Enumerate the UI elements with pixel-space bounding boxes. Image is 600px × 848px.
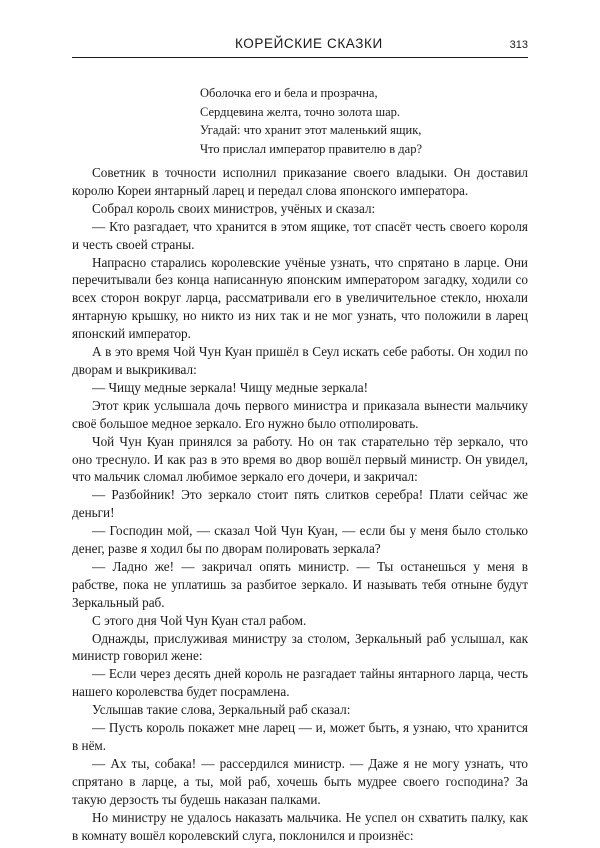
riddle-poem [200, 84, 422, 158]
poem-line: Оболочка его и бела и прозрачна, [200, 86, 378, 100]
poem-line: Сердцевина желта, точно золота шар. [200, 104, 401, 119]
poem-line: Угадай: что хранит этот маленький ящик, [200, 123, 422, 137]
paragraph: — Кто разгадает, что хранится в этом ящике, тот спасёт честь своего короля и честь своей страны. [72, 218, 528, 252]
paragraph: А в это время Чой Чун Куан пришёл в Сеул искать себе работы. Он ходил по дворам и выкрикивал: [72, 344, 528, 377]
story-text [72, 164, 528, 844]
paragraph: С этого дня Чой Чун Куан стал рабом. [92, 612, 307, 628]
paragraph: — Ладно же! — закричал опять министр. — Ты останешься у меня в рабстве, пока не уплатишь за разбитое зеркало. И называть тебя отныне будут Зеркальный раб. [72, 558, 528, 610]
paragraph: — Чищу медные зеркала! Чищу медные зеркала! [92, 379, 369, 395]
paragraph: Услышав такие слова, Зеркальный раб сказал: [92, 702, 351, 718]
paragraph: Но министру не удалось наказать мальчика. Не успел он схватить палку, как в комнату вошёл королевский слуга, поклонился и произнёс: [72, 809, 528, 843]
page-header [72, 36, 528, 54]
paragraph: Чой Чун Куан принялся за работу. Но он так старательно тёр зеркало, что оно треснуло. И как раз в это время во двор вошёл первый министр. Он увидел, что мальчик сломал любимое зеркало его дочери, и закричал: [72, 433, 528, 485]
paragraph: Собрал король своих министров, учёных и сказал: [92, 200, 376, 216]
paragraph: — Ах ты, собака! — рассердился министр. — Даже я не могу узнать, что спрятано в ларце, а ты, мой раб, хочешь быть мудрее своего господина? За такую дерзость ты будешь наказан палками. [72, 755, 528, 807]
page-number: 313 [509, 39, 528, 51]
header-divider [72, 57, 528, 58]
paragraph: — Если через десять дней король не разгадает тайны янтарного ларца, честь нашего королевства будет посрамлена. [72, 666, 528, 700]
paragraph: — Разбойник! Это зеркало стоит пять слитков серебра! Плати сейчас же деньги! [72, 487, 528, 521]
paragraph: Напрасно старались королевские учёные узнать, что спрятано в ларце. Они перечитывали без конца написанную японским императором загадку, ходили со всех сторон вокруг ларца, рассматривали его в увеличительное стекло, нюхали янтарную крышку, но никто из них так и не мог узнать, что положили в ларец японский император. [72, 254, 528, 342]
poem-line: Что прислал император правителю в дар? [200, 141, 422, 156]
paragraph: — Пусть король покажет мне ларец — и, может быть, я узнаю, что хранится в нём. [72, 720, 528, 753]
paragraph: Однажды, прислуживая министру за столом, Зеркальный раб услышал, как министр говорил жене: [72, 630, 528, 664]
paragraph: Этот крик услышала дочь первого министра и приказала вынести мальчику своё большое медное зеркало. Его нужно было отполировать. [72, 397, 528, 431]
paragraph: — Господин мой, — сказал Чой Чун Куан, — если бы у меня было столько денег, разве я ходил бы по дворам полировать зеркала? [72, 523, 528, 557]
running-title: КОРЕЙСКИЕ СКАЗКИ [235, 36, 383, 51]
paragraph: Советник в точности исполнил приказание своего владыки. Он доставил королю Кореи янтарный ларец и передал слова японского императора. [72, 165, 528, 198]
